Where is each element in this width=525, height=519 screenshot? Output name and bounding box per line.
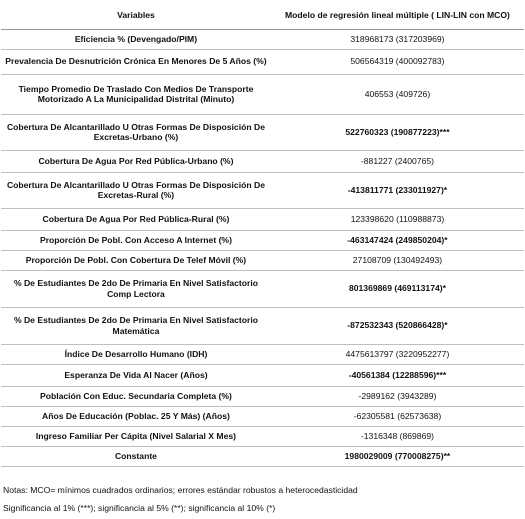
table-row [1,150,524,172]
variable-name: % De Estudiantes De 2do De Primaria En Nivel Satisfactorio Matemática [1,307,271,344]
table-row [1,426,524,446]
table-row [1,49,524,74]
coefficient-value: 4475613797 (3220952277) [271,344,524,364]
variable-name: Eficiencia % (Devengado/PIM) [1,29,271,49]
coefficient-value: 522760323 (190877223)*** [271,114,524,150]
variable-name: Años De Educación (Poblac. 25 Y Más) (Años) [1,406,271,426]
header-model: Modelo de regresión lineal múltiple ( LIN-LIN con MCO) [271,2,524,29]
variable-name: Cobertura De Alcantarillado U Otras Formas De Disposición De Excretas-Rural (%) [1,172,271,208]
variable-name: Cobertura De Agua Por Red Pública-Urbano (%) [1,150,271,172]
table-row [1,344,524,364]
coefficient-value: -2989162 (3943289) [271,386,524,406]
table-row [1,270,524,307]
coefficient-value: 27108709 (130492493) [271,250,524,270]
coefficient-value: -872532343 (520866428)* [271,307,524,344]
coefficient-value: -1316348 (869869) [271,426,524,446]
coefficient-value: 1980029009 (770008275)** [271,446,524,466]
coefficient-value: -62305581 (62573638) [271,406,524,426]
table-row [1,386,524,406]
table-row [1,406,524,426]
table-body [1,29,524,466]
coefficient-value: -463147424 (249850204)* [271,230,524,250]
regression-table [1,2,524,467]
variable-name: Ingreso Familiar Per Cápita (Nivel Salarial X Mes) [1,426,271,446]
coefficient-value: 318968173 (317203969) [271,29,524,49]
notes-mco: Notas: MCO= mínimos cuadrados ordinarios; errores estándar robustos a heterocedasticidad [3,485,358,495]
table-header-row [1,2,524,29]
coefficient-value: 123398620 (110988873) [271,208,524,230]
table-row [1,29,524,49]
variable-name: Constante [1,446,271,466]
coefficient-value: -881227 (2400765) [271,150,524,172]
notes-significance: Significancia al 1% (***); significancia al 5% (**); significancia al 10% (*) [3,503,276,513]
table-row [1,446,524,466]
variable-name: Proporción De Pobl. Con Cobertura De Telef Móvil (%) [1,250,271,270]
table-row [1,208,524,230]
table-row [1,230,524,250]
variable-name: Cobertura De Agua Por Red Pública-Rural (%) [1,208,271,230]
variable-name: Población Con Educ. Secundaria Completa (%) [1,386,271,406]
coefficient-value: 406553 (409726) [271,74,524,114]
variable-name: Índice De Desarrollo Humano (IDH) [1,344,271,364]
variable-name: Prevalencia De Desnutrición Crónica En Menores De 5 Años (%) [1,49,271,74]
variable-name: Tiempo Promedio De Traslado Con Medios De Transporte Motorizado A La Municipalidad Distrital (Minuto) [1,74,271,114]
variable-name: Esperanza De Vida Al Nacer (Años) [1,364,271,386]
table-row [1,74,524,114]
table-row [1,172,524,208]
variable-name: Proporción De Pobl. Con Acceso A Internet (%) [1,230,271,250]
table-row [1,250,524,270]
coefficient-value: 801369869 (469113174)* [271,270,524,307]
table-row [1,364,524,386]
table-row [1,114,524,150]
header-variables: Variables [1,2,271,29]
coefficient-value: -40561384 (12288596)*** [271,364,524,386]
table-row [1,307,524,344]
coefficient-value: 506564319 (400092783) [271,49,524,74]
coefficient-value: -413811771 (233011927)* [271,172,524,208]
variable-name: Cobertura De Alcantarillado U Otras Formas De Disposición De Excretas-Urbano (%) [1,114,271,150]
variable-name: % De Estudiantes De 2do De Primaria En Nivel Satisfactorio Comp Lectora [1,270,271,307]
